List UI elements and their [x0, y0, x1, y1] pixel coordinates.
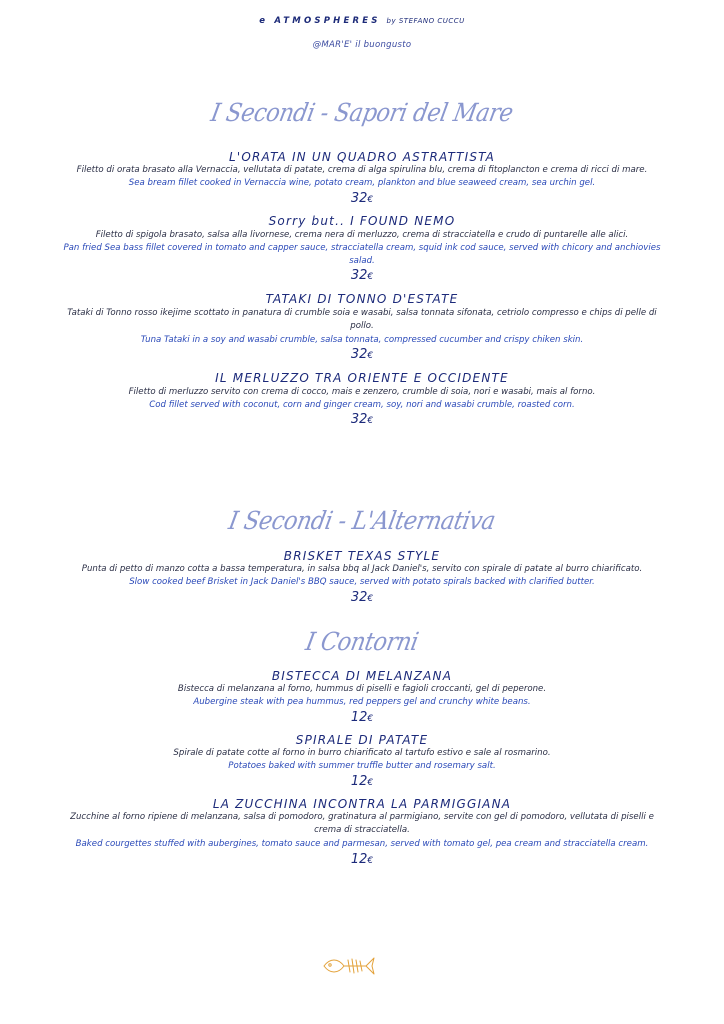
- brand-name: e ATMOSPHERES: [259, 16, 381, 26]
- dish-price: 32€: [350, 191, 374, 206]
- dish-price: 32€: [350, 590, 374, 605]
- dish-description-it: Bistecca di melanzana al forno, hummus di piselli e fagioli croccanti, gel di peperone.: [177, 684, 547, 694]
- dish-description-en: Pan fried Sea bass fillet covered in tomato and capper sauce, stracciatella cream, squid ink cod sauce, served with chicory and anchiovies salad.: [63, 243, 661, 266]
- dish-price: 32€: [350, 347, 374, 362]
- fish-skeleton-icon: [322, 954, 376, 978]
- dish-description-it: Filetto di spigola brasato, salsa alla livornese, crema nera di merluzzo, crema di stracciatella e crudo di puntarelle alle alici.: [95, 230, 629, 240]
- dish-description-en: Cod fillet served with coconut, corn and ginger cream, soy, nori and wasabi crumble, roasted corn.: [149, 400, 575, 410]
- dish-price: 12€: [350, 710, 374, 725]
- dish-description-it: Tataki di Tonno rosso ikejime scottato in panatura di crumble soia e wasabi, salsa tonnata sifonata, cetriolo compresso e chips di pelle di pollo.: [67, 308, 657, 331]
- dish-title: TATAKI DI TONNO D'ESTATE: [265, 292, 459, 306]
- section-title-contorni: I Contorni: [303, 627, 421, 656]
- dish-price: 12€: [350, 774, 374, 789]
- dish-description-it: Filetto di orata brasato alla Vernaccia, vellutata di patate, crema di alga spirulina blu, crema di fitoplancton e crema di ricci di mare.: [76, 165, 648, 175]
- brand-by: by STEFANO CUCCU: [386, 17, 465, 25]
- dish-description-it: Filetto di merluzzo servito con crema di cocco, mais e zenzero, crumble di soia, nori e wasabi, mais al forno.: [128, 387, 596, 397]
- section-title-alternativa: I Secondi - L'Alternativa: [226, 506, 498, 535]
- dish-title: SPIRALE DI PATATE: [295, 733, 429, 747]
- dish-description-en: Aubergine steak with pea hummus, red peppers gel and crunchy white beans.: [193, 697, 531, 707]
- dish-description-en: Potatoes baked with summer truffle butter and rosemary salt.: [228, 761, 496, 771]
- dish-description-en: Tuna Tataki in a soy and wasabi crumble, salsa tonnata, compressed cucumber and crispy chiken skin.: [140, 335, 584, 345]
- section-title-mare: I Secondi - Sapori del Mare: [208, 98, 516, 127]
- dish-description-en: Slow cooked beef Brisket in Jack Daniel's BBQ sauce, served with potato spirals backed with clarified butter.: [129, 577, 595, 587]
- dish-description-it: Zucchine al forno ripiene di melanzana, salsa di pomodoro, gratinatura al parmigiano, servite con gel di pomodoro, vellutata di piselli e crema di stracciatella.: [70, 812, 654, 835]
- dish-price: 32€: [350, 412, 374, 427]
- dish-title: L'ORATA IN UN QUADRO ASTRATTISTA: [228, 150, 496, 164]
- dish-title: IL MERLUZZO TRA ORIENTE E OCCIDENTE: [215, 371, 509, 385]
- brand-line: [0, 16, 724, 26]
- dish-title: Sorry but.. I FOUND NEMO: [268, 214, 456, 228]
- dish-price: 32€: [350, 268, 374, 283]
- dish-price: 12€: [350, 852, 374, 867]
- dish-title: BRISKET TEXAS STYLE: [283, 549, 441, 563]
- page-subtitle: @MAR'E' il buongusto: [312, 40, 412, 50]
- dish-description-en: Sea bream fillet cooked in Vernaccia wine, potato cream, plankton and blue seaweed cream, sea urchin gel.: [128, 178, 596, 188]
- dish-description-it: Spirale di patate cotte al forno in burro chiarificato al tartufo estivo e sale al rosmarino.: [173, 748, 551, 758]
- dish-title: LA ZUCCHINA INCONTRA LA PARMIGGIANA: [212, 797, 512, 811]
- dish-description-en: Baked courgettes stuffed with aubergines, tomato sauce and parmesan, served with tomato gel, pea cream and stracciatella cream.: [75, 839, 649, 849]
- dish-title: BISTECCA DI MELANZANA: [271, 669, 453, 683]
- dish-description-it: Punta di petto di manzo cotta a bassa temperatura, in salsa bbq al Jack Daniel's, servito con spirale di patate al burro chiarificato.: [81, 564, 643, 574]
